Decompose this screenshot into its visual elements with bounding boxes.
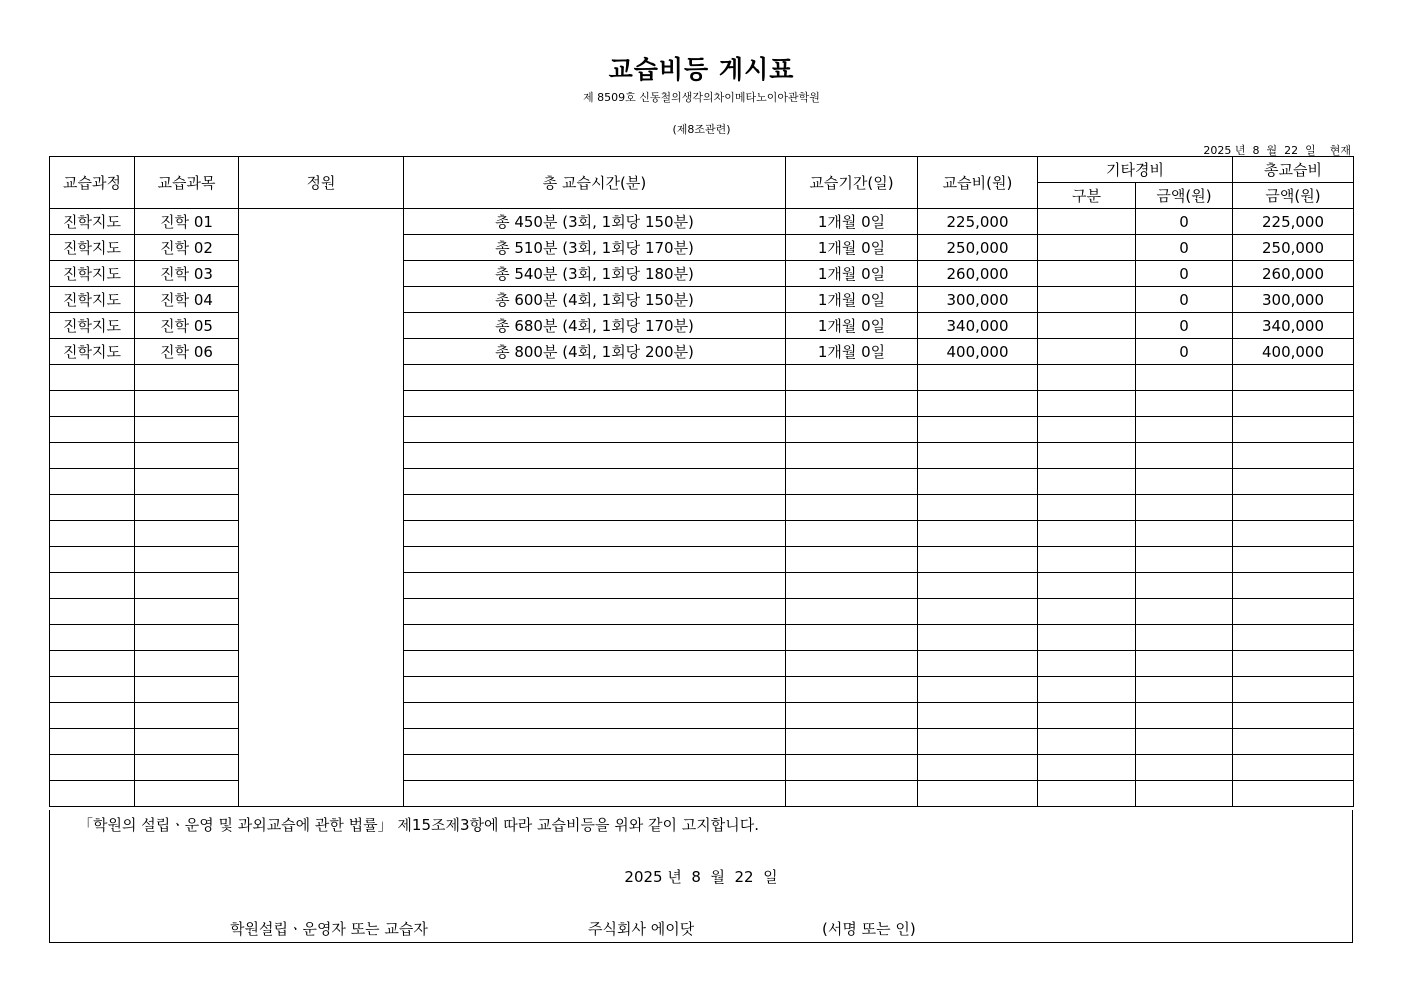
cell-course	[50, 755, 135, 781]
cell-other-type	[1038, 261, 1136, 287]
cell-subject	[135, 547, 239, 573]
cell-total	[1233, 729, 1354, 755]
cell-period: 1개월 0일	[786, 235, 918, 261]
cell-total	[1233, 755, 1354, 781]
fee-table-body	[50, 209, 1354, 807]
cell-other-amount: 0	[1136, 261, 1233, 287]
col-fee: 교습비(원)	[918, 157, 1038, 209]
cell-course	[50, 781, 135, 807]
cell-other-amount	[1136, 599, 1233, 625]
cell-total-time	[404, 755, 786, 781]
col-period: 교습기간(일)	[786, 157, 918, 209]
cell-fee	[918, 703, 1038, 729]
cell-total-time	[404, 469, 786, 495]
fee-table	[49, 156, 1354, 807]
cell-total-time: 총 600분 (4회, 1회당 150분)	[404, 287, 786, 313]
cell-subject: 진학 04	[135, 287, 239, 313]
cell-course: 진학지도	[50, 287, 135, 313]
cell-total-time	[404, 443, 786, 469]
cell-other-type	[1038, 235, 1136, 261]
cell-fee	[918, 781, 1038, 807]
cell-fee: 300,000	[918, 287, 1038, 313]
cell-period	[786, 677, 918, 703]
cell-fee	[918, 495, 1038, 521]
cell-course	[50, 729, 135, 755]
cell-subject	[135, 703, 239, 729]
cell-course	[50, 625, 135, 651]
cell-other-type	[1038, 521, 1136, 547]
cell-fee	[918, 521, 1038, 547]
cell-total	[1233, 495, 1354, 521]
cell-total	[1233, 599, 1354, 625]
cell-other-type	[1038, 547, 1136, 573]
cell-course	[50, 417, 135, 443]
cell-total-time: 총 680분 (4회, 1회당 170분)	[404, 313, 786, 339]
cell-other-amount: 0	[1136, 235, 1233, 261]
cell-total	[1233, 547, 1354, 573]
cell-fee: 340,000	[918, 313, 1038, 339]
cell-total-time	[404, 625, 786, 651]
cell-course	[50, 573, 135, 599]
cell-period	[786, 625, 918, 651]
cell-period	[786, 573, 918, 599]
cell-fee	[918, 417, 1038, 443]
cell-subject	[135, 443, 239, 469]
cell-other-type	[1038, 209, 1136, 235]
academy-registration: 제 8509호 신동철의생각의차이메타노이아관학원	[583, 91, 820, 104]
cell-total-time	[404, 521, 786, 547]
signer-role: 학원설립ㆍ운영자 또는 교습자	[230, 920, 428, 938]
cell-course: 진학지도	[50, 209, 135, 235]
page-title: 교습비등 게시표	[608, 55, 795, 84]
legal-notice: 「학원의 설립ㆍ운영 및 과외교습에 관한 법률」 제15조제3항에 따라 교습비등을 위와 같이 고지합니다.	[78, 816, 759, 834]
col-subject: 교습과목	[135, 157, 239, 209]
notice-date: 2025 년 8 월 22 일	[624, 868, 778, 886]
cell-other-type	[1038, 495, 1136, 521]
cell-total-time	[404, 651, 786, 677]
cell-period	[786, 391, 918, 417]
cell-period	[786, 417, 918, 443]
cell-subject	[135, 469, 239, 495]
cell-other-type	[1038, 339, 1136, 365]
cell-total	[1233, 521, 1354, 547]
cell-subject	[135, 521, 239, 547]
cell-fee	[918, 755, 1038, 781]
cell-period	[786, 651, 918, 677]
col-capacity: 정원	[239, 157, 404, 209]
cell-total	[1233, 781, 1354, 807]
notice-box	[49, 810, 1353, 943]
cell-period: 1개월 0일	[786, 209, 918, 235]
cell-total-time	[404, 573, 786, 599]
cell-subject	[135, 781, 239, 807]
cell-fee	[918, 729, 1038, 755]
cell-fee	[918, 573, 1038, 599]
cell-other-type	[1038, 651, 1136, 677]
cell-period: 1개월 0일	[786, 287, 918, 313]
cell-other-amount	[1136, 573, 1233, 599]
cell-total	[1233, 703, 1354, 729]
cell-subject	[135, 625, 239, 651]
cell-other-amount	[1136, 365, 1233, 391]
cell-course: 진학지도	[50, 261, 135, 287]
table-row	[50, 209, 1354, 235]
cell-course	[50, 469, 135, 495]
cell-period: 1개월 0일	[786, 313, 918, 339]
cell-course	[50, 521, 135, 547]
signer-name: 주식회사 에이닷	[588, 920, 695, 938]
cell-subject: 진학 05	[135, 313, 239, 339]
cell-fee	[918, 365, 1038, 391]
cell-total: 260,000	[1233, 261, 1354, 287]
cell-period	[786, 443, 918, 469]
cell-total	[1233, 443, 1354, 469]
cell-total-time: 총 450분 (3회, 1회당 150분)	[404, 209, 786, 235]
cell-other-amount	[1136, 469, 1233, 495]
cell-fee	[918, 443, 1038, 469]
cell-period: 1개월 0일	[786, 339, 918, 365]
cell-total-time	[404, 781, 786, 807]
cell-subject: 진학 06	[135, 339, 239, 365]
cell-period	[786, 703, 918, 729]
cell-fee: 250,000	[918, 235, 1038, 261]
cell-subject	[135, 391, 239, 417]
cell-other-type	[1038, 443, 1136, 469]
cell-total: 400,000	[1233, 339, 1354, 365]
cell-fee	[918, 625, 1038, 651]
cell-course	[50, 677, 135, 703]
cell-subject	[135, 755, 239, 781]
cell-fee	[918, 651, 1038, 677]
cell-other-type	[1038, 729, 1136, 755]
cell-other-amount	[1136, 677, 1233, 703]
cell-total: 250,000	[1233, 235, 1354, 261]
cell-total-time: 총 800분 (4회, 1회당 200분)	[404, 339, 786, 365]
cell-subject	[135, 417, 239, 443]
cell-other-type	[1038, 573, 1136, 599]
cell-total-time	[404, 495, 786, 521]
cell-other-amount	[1136, 781, 1233, 807]
cell-other-amount: 0	[1136, 287, 1233, 313]
cell-fee: 400,000	[918, 339, 1038, 365]
cell-fee	[918, 599, 1038, 625]
cell-course	[50, 443, 135, 469]
cell-other-amount	[1136, 521, 1233, 547]
cell-course	[50, 703, 135, 729]
cell-period	[786, 729, 918, 755]
cell-period	[786, 599, 918, 625]
cell-period: 1개월 0일	[786, 261, 918, 287]
cell-period	[786, 521, 918, 547]
cell-other-type	[1038, 677, 1136, 703]
cell-other-type	[1038, 469, 1136, 495]
cell-other-amount	[1136, 547, 1233, 573]
col-other-expenses: 기타경비	[1038, 157, 1233, 183]
cell-period	[786, 755, 918, 781]
cell-other-amount: 0	[1136, 313, 1233, 339]
cell-total-time: 총 540분 (3회, 1회당 180분)	[404, 261, 786, 287]
col-other-type: 구분	[1038, 183, 1136, 209]
cell-other-type	[1038, 755, 1136, 781]
cell-total	[1233, 625, 1354, 651]
cell-fee: 260,000	[918, 261, 1038, 287]
cell-total	[1233, 469, 1354, 495]
cell-subject: 진학 03	[135, 261, 239, 287]
cell-other-amount	[1136, 651, 1233, 677]
cell-course	[50, 547, 135, 573]
cell-other-amount	[1136, 417, 1233, 443]
cell-other-type	[1038, 313, 1136, 339]
cell-subject: 진학 01	[135, 209, 239, 235]
cell-total-time	[404, 703, 786, 729]
cell-total-time	[404, 729, 786, 755]
cell-period	[786, 495, 918, 521]
cell-fee	[918, 391, 1038, 417]
cell-other-amount	[1136, 625, 1233, 651]
cell-period	[786, 365, 918, 391]
cell-total-time: 총 510분 (3회, 1회당 170분)	[404, 235, 786, 261]
cell-total	[1233, 391, 1354, 417]
cell-course: 진학지도	[50, 235, 135, 261]
cell-other-amount: 0	[1136, 339, 1233, 365]
cell-course	[50, 391, 135, 417]
cell-subject	[135, 651, 239, 677]
cell-total-time	[404, 677, 786, 703]
col-total-amount: 금액(원)	[1233, 183, 1354, 209]
cell-total	[1233, 651, 1354, 677]
cell-fee: 225,000	[918, 209, 1038, 235]
cell-fee	[918, 677, 1038, 703]
cell-other-amount	[1136, 755, 1233, 781]
cell-course: 진학지도	[50, 339, 135, 365]
cell-period	[786, 547, 918, 573]
cell-other-type	[1038, 391, 1136, 417]
cell-other-amount	[1136, 703, 1233, 729]
cell-subject	[135, 599, 239, 625]
cell-fee	[918, 469, 1038, 495]
cell-subject	[135, 729, 239, 755]
cell-course: 진학지도	[50, 313, 135, 339]
cell-total	[1233, 677, 1354, 703]
cell-subject: 진학 02	[135, 235, 239, 261]
cell-other-amount	[1136, 443, 1233, 469]
cell-subject	[135, 573, 239, 599]
as-of-date: 2025 년 8 월 22 일 현재	[1203, 144, 1351, 157]
cell-other-type	[1038, 625, 1136, 651]
cell-total-time	[404, 365, 786, 391]
cell-course	[50, 651, 135, 677]
cell-total	[1233, 417, 1354, 443]
cell-total-time	[404, 599, 786, 625]
cell-course	[50, 599, 135, 625]
cell-fee	[918, 547, 1038, 573]
cell-other-amount: 0	[1136, 209, 1233, 235]
cell-other-type	[1038, 417, 1136, 443]
cell-subject	[135, 677, 239, 703]
signature-mark: (서명 또는 인)	[822, 920, 916, 938]
cell-total-time	[404, 417, 786, 443]
cell-other-type	[1038, 365, 1136, 391]
cell-course	[50, 365, 135, 391]
col-total-time: 총 교습시간(분)	[404, 157, 786, 209]
col-course: 교습과정	[50, 157, 135, 209]
article-reference: (제8조관련)	[672, 123, 731, 136]
col-total-fee: 총교습비	[1233, 157, 1354, 183]
cell-subject	[135, 495, 239, 521]
cell-other-amount	[1136, 495, 1233, 521]
cell-period	[786, 469, 918, 495]
cell-other-amount	[1136, 391, 1233, 417]
cell-other-type	[1038, 599, 1136, 625]
cell-subject	[135, 365, 239, 391]
cell-course	[50, 495, 135, 521]
cell-total-time	[404, 547, 786, 573]
cell-other-type	[1038, 781, 1136, 807]
cell-total: 340,000	[1233, 313, 1354, 339]
cell-period	[786, 781, 918, 807]
cell-total	[1233, 573, 1354, 599]
cell-other-amount	[1136, 729, 1233, 755]
col-other-amount: 금액(원)	[1136, 183, 1233, 209]
cell-total	[1233, 365, 1354, 391]
cell-total: 225,000	[1233, 209, 1354, 235]
cell-capacity	[239, 209, 404, 807]
cell-other-type	[1038, 703, 1136, 729]
cell-total: 300,000	[1233, 287, 1354, 313]
cell-other-type	[1038, 287, 1136, 313]
cell-total-time	[404, 391, 786, 417]
